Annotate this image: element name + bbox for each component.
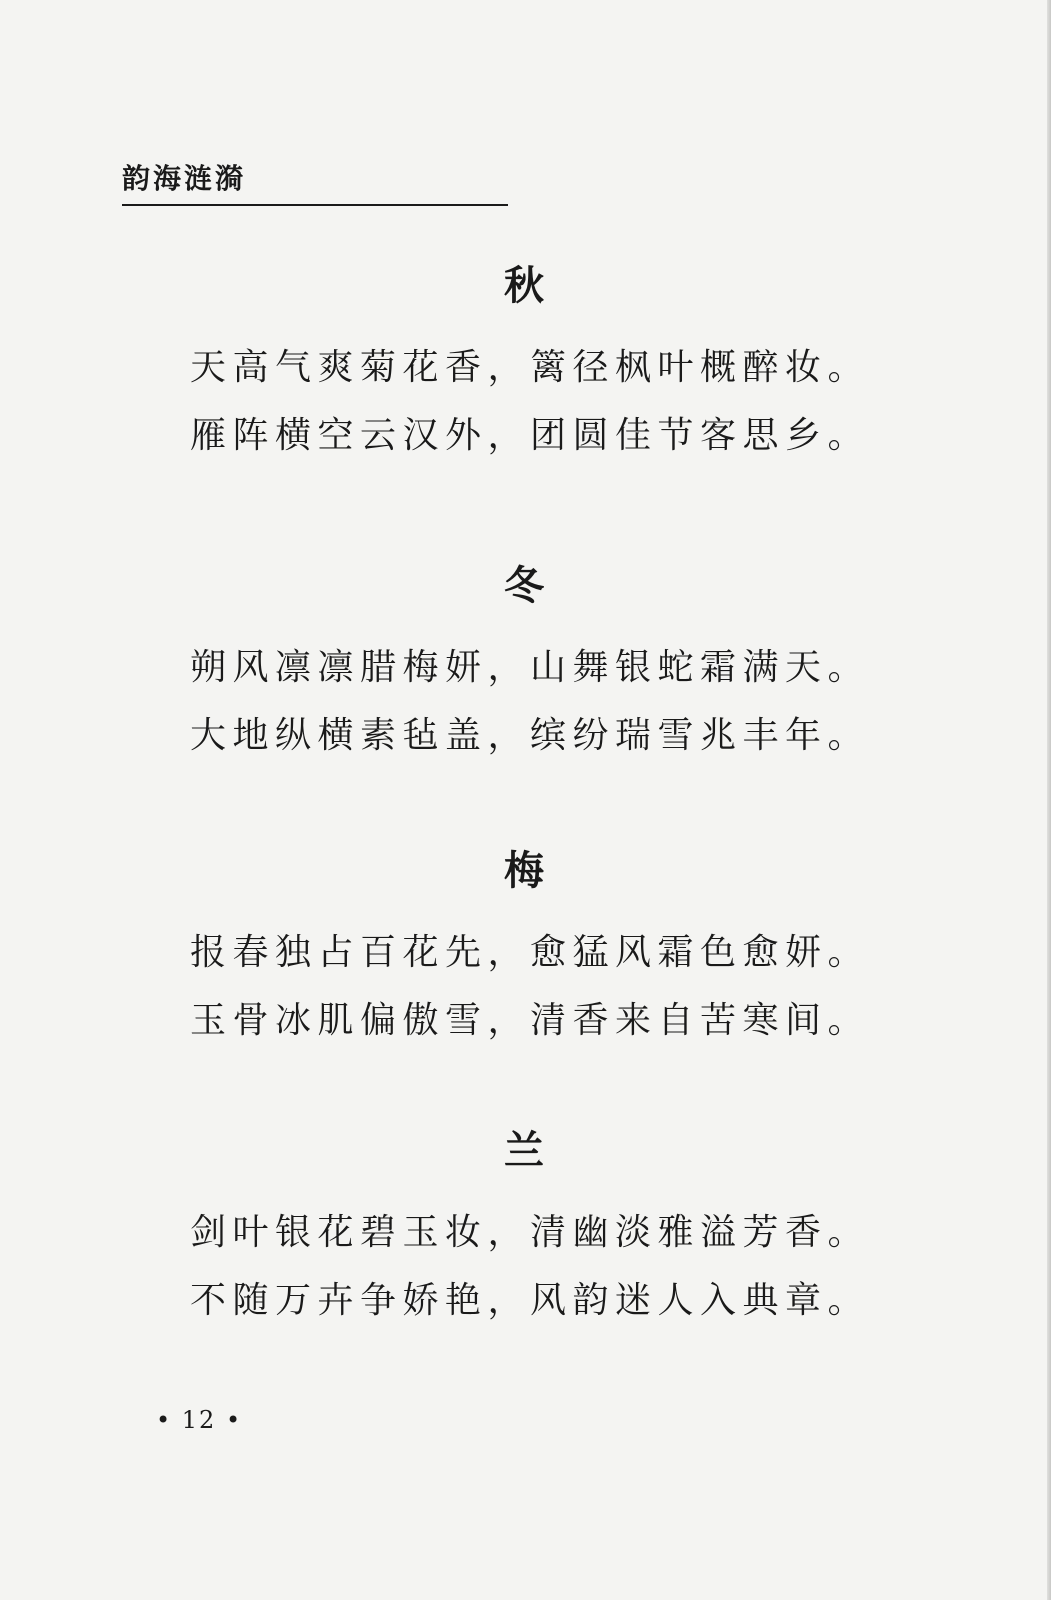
poem-line: 不随万卉争娇艳，风韵迷人入典章。 [190, 1280, 871, 1321]
poem-title: 兰 [504, 1127, 544, 1174]
poem-line: 大地纵横素毡盖，缤纷瑞雪兆丰年。 [190, 715, 871, 756]
page-edge-shadow [1047, 0, 1051, 1600]
running-header [122, 160, 508, 206]
poem-winter [190, 562, 871, 758]
poem-line: 雁阵横空云汉外，团圆佳节客思乡。 [190, 415, 871, 456]
poem-title: 冬 [504, 562, 544, 609]
poem-line: 天高气爽菊花香，篱径枫叶概醉妆。 [190, 347, 871, 388]
poem-autumn [190, 262, 871, 458]
poem-line: 朔风凛凛腊梅妍，山舞银蛇霜满天。 [190, 647, 871, 688]
poem-line: 报春独占百花先，愈猛风霜色愈妍。 [190, 932, 871, 973]
poem-line: 玉骨冰肌偏傲雪，清香来自苦寒间。 [190, 1000, 871, 1041]
page-number: • 12 • [156, 1406, 243, 1434]
poem-orchid [190, 1127, 871, 1323]
book-title: 韵海涟漪 [122, 162, 247, 195]
poem-title: 梅 [504, 847, 544, 894]
poem-line: 剑叶银花碧玉妆，清幽淡雅溢芳香。 [190, 1212, 871, 1253]
poem-title: 秋 [504, 262, 544, 309]
poem-plum [190, 847, 871, 1043]
